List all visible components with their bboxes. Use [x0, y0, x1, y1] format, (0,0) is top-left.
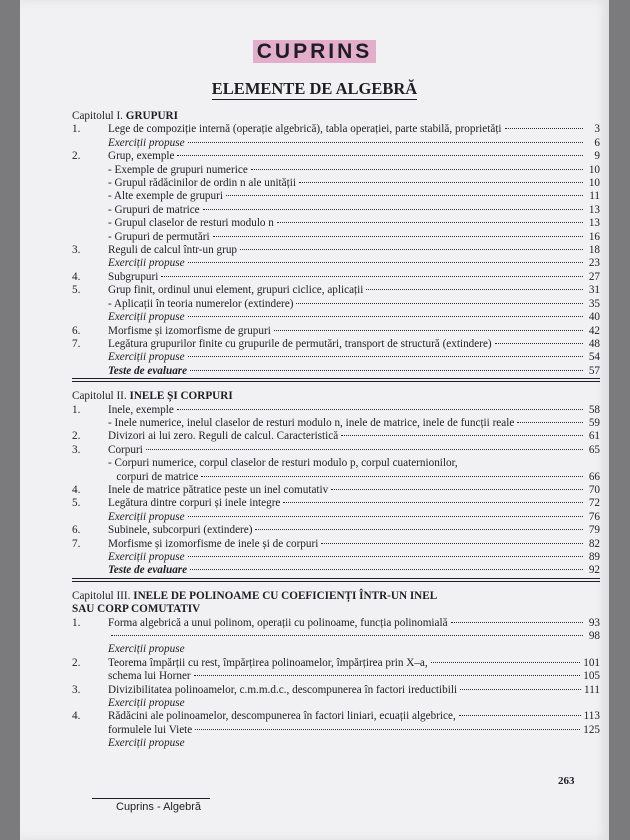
leader-dots	[495, 343, 583, 344]
leader-dots	[321, 543, 583, 544]
entry-page: 48	[588, 337, 600, 350]
entry-page: 40	[588, 311, 600, 324]
entry-number: 5.	[72, 497, 81, 510]
leader-dots	[459, 715, 581, 716]
entry-number: 6.	[72, 324, 81, 337]
chapter-name: INELE ȘI CORPURI	[129, 390, 233, 403]
entry-number: 4.	[72, 270, 81, 283]
entry-title: Divizori ai lui zero. Reguli de calcul. Caracteristică	[108, 430, 339, 443]
leader-dots	[274, 330, 583, 331]
chapter-heading	[72, 390, 600, 403]
leader-dots	[194, 675, 581, 676]
leader-dots	[255, 529, 583, 530]
entry-title: Exerciții propuse	[108, 643, 185, 656]
entry-number: 6.	[72, 524, 81, 537]
entry-page: 72	[588, 497, 600, 510]
entry-title: Grup, exemple	[108, 150, 175, 163]
leader-dots	[213, 236, 583, 237]
toc-entry[interactable]	[72, 284, 600, 297]
entry-title: schema lui Horner	[108, 670, 191, 683]
toc-entry[interactable]	[72, 244, 600, 257]
toc-entry[interactable]	[72, 190, 600, 203]
entry-page: 82	[588, 537, 600, 550]
toc-entry[interactable]	[72, 457, 600, 470]
page-title: CUPRINS	[20, 40, 609, 64]
entry-number: 2.	[72, 430, 81, 443]
leader-dots	[161, 276, 583, 277]
entry-number: 7.	[72, 537, 81, 550]
entry-title: Exerciții propuse	[108, 697, 185, 710]
entry-page: 10	[588, 177, 600, 190]
entry-page: 79	[588, 524, 600, 537]
entry-title: Morfisme și izomorfisme de grupuri	[108, 324, 271, 337]
leader-dots	[188, 516, 583, 517]
entry-title: Teste de evaluare	[108, 364, 188, 377]
chapter-prefix: Capitolul I.	[72, 110, 126, 122]
chapter-separator	[72, 381, 600, 382]
leader-dots	[505, 128, 583, 129]
chapter-name: GRUPURI	[125, 110, 178, 122]
entry-title: - Inele numerice, inelul claselor de resturi modulo n, inele de matrice, inele de funcții reale	[108, 416, 515, 429]
entry-title: Forma algebrică a unui polinom, operații cu polinoame, funcția polinomială	[108, 616, 448, 629]
entry-page: 3	[594, 123, 600, 136]
chapter-name-continued: SAU CORP COMUTATIV	[72, 603, 201, 616]
entry-title: - Corpuri numerice, corpul claselor de resturi modulo p, corpul cuaternionilor,	[108, 457, 458, 470]
entry-number: 1.	[72, 403, 81, 416]
toc-entry[interactable]	[72, 697, 600, 710]
toc-entry[interactable]	[72, 417, 600, 430]
entry-page: 105	[583, 670, 600, 683]
entry-page: 101	[583, 656, 600, 669]
entry-title: - Aplicații în teoria numerelor (extindere)	[108, 297, 294, 310]
leader-dots	[341, 435, 583, 436]
book-page	[20, 0, 609, 840]
entry-title: - Grupuri de permutări	[108, 230, 210, 243]
entry-title: Legătura dintre corpuri și inele integre	[108, 497, 281, 510]
leader-dots	[111, 635, 583, 636]
toc-entry[interactable]	[72, 710, 600, 723]
entry-number: 3.	[72, 244, 81, 257]
leader-dots	[188, 356, 583, 357]
entry-title: Teorema împărții cu rest, împărțirea polinoamelor, împărțirea prin X–a,	[108, 656, 428, 669]
entry-title: Exerciții propuse	[108, 311, 185, 324]
leader-dots	[190, 569, 583, 570]
leader-dots	[190, 370, 583, 371]
toc-entry[interactable]	[72, 271, 600, 284]
entry-title: - Grupuri de matrice	[108, 203, 200, 216]
footer-rule	[92, 798, 210, 799]
entry-page: 10	[588, 163, 600, 176]
entry-page: 13	[588, 203, 600, 216]
entry-page: 125	[583, 723, 600, 736]
entry-title: Inele, exemple	[108, 403, 174, 416]
toc-entry[interactable]	[72, 123, 600, 136]
toc-entry[interactable]	[72, 657, 600, 670]
entry-page: 92	[588, 564, 600, 577]
leader-dots	[201, 476, 583, 477]
entry-title: - Alte exemple de grupuri	[108, 190, 223, 203]
entry-title: Rădăcini ale polinoamelor, descompunerea în factori liniari, ecuații algebrice,	[108, 710, 456, 723]
entry-page: 23	[588, 257, 600, 270]
entry-page: 57	[588, 364, 600, 377]
toc-entry[interactable]	[72, 177, 600, 190]
leader-dots	[177, 409, 583, 410]
entry-page: 61	[588, 430, 600, 443]
toc-entry[interactable]	[72, 204, 600, 217]
entry-title: Reguli de calcul într-un grup	[108, 244, 238, 257]
toc-entry[interactable]	[72, 404, 600, 417]
entry-page: 13	[588, 217, 600, 230]
chapter-name: INELE DE POLINOAME CU COEFICIENȚI ÎNTR-UN INEL	[133, 589, 438, 602]
leader-dots	[283, 502, 583, 503]
chapter-separator	[72, 581, 600, 582]
entry-page: 111	[584, 683, 600, 696]
entry-title: Subinele, subcorpuri (extindere)	[108, 524, 253, 537]
entry-title: Exerciții propuse	[108, 510, 185, 523]
entry-page: 6	[594, 136, 600, 149]
toc-entry[interactable]	[72, 497, 600, 510]
entry-page: 9	[594, 150, 600, 163]
entry-page: 70	[588, 483, 600, 496]
entry-number: 1.	[72, 123, 81, 136]
entry-title: Legătura grupurilor finite cu grupurile de permutări, transport de structură (extindere)	[108, 337, 492, 350]
leader-dots	[195, 729, 580, 730]
toc-entry[interactable]	[72, 351, 600, 364]
leader-dots	[188, 316, 583, 317]
entry-page: 113	[583, 710, 600, 723]
toc-entry[interactable]	[72, 724, 600, 737]
entry-title: corpuri de matrice	[108, 470, 199, 483]
leader-dots	[451, 622, 583, 623]
toc-entry[interactable]	[72, 365, 600, 379]
entry-title: Corpuri	[108, 443, 143, 456]
toc-entry[interactable]	[72, 325, 600, 338]
entry-page: 35	[588, 297, 600, 310]
entry-title: Subgrupuri	[108, 270, 159, 283]
toc-entry[interactable]	[72, 670, 600, 683]
entry-title: Exerciții propuse	[108, 136, 185, 149]
entry-page: 16	[588, 230, 600, 243]
entry-page: 59	[588, 416, 600, 429]
leader-dots	[366, 289, 583, 290]
entry-number: 5.	[72, 284, 81, 297]
entry-title: Exerciții propuse	[108, 351, 185, 364]
toc-entry[interactable]	[72, 164, 600, 177]
toc-entry[interactable]	[72, 643, 600, 656]
leader-dots	[431, 662, 581, 663]
entry-title: Lege de compoziție internă (operație algebrică), tabla operației, parte stabilă, proprietăți	[108, 123, 502, 136]
entry-page: 93	[588, 616, 600, 629]
entry-page: 54	[588, 351, 600, 364]
leader-dots	[299, 182, 583, 183]
toc-entry[interactable]	[72, 524, 600, 537]
entry-title: - Exemple de grupuri numerice	[108, 163, 248, 176]
chapter-prefix: Capitolul II.	[72, 390, 130, 403]
toc-entry[interactable]	[72, 564, 600, 578]
toc-entry[interactable]	[72, 551, 600, 564]
entry-page: 42	[588, 324, 600, 337]
toc-entry[interactable]	[72, 430, 600, 443]
toc-entry[interactable]	[72, 444, 600, 457]
leader-dots	[240, 249, 583, 250]
page-subtitle: ELEMENTE DE ALGEBRĂ	[211, 79, 418, 98]
entry-page: 11	[589, 190, 600, 203]
entry-title: Morfisme și izomorfisme de inele și de corpuri	[108, 537, 319, 550]
entry-title: Divizibilitatea polinoamelor, c.m.m.d.c., descompunerea în factori ireductibili	[108, 683, 458, 696]
leader-dots	[277, 222, 583, 223]
toc-entry[interactable]	[72, 298, 600, 311]
entry-page: 65	[588, 443, 600, 456]
entry-title: formulele lui Viete	[108, 723, 193, 736]
toc-entry[interactable]	[72, 338, 600, 351]
entry-page: 89	[588, 551, 600, 563]
entry-page: 98	[588, 630, 600, 643]
table-of-contents	[72, 108, 600, 751]
entry-title: Grup finit, ordinul unui element, grupuri ciclice, aplicații	[108, 284, 364, 297]
leader-dots	[177, 155, 583, 156]
entry-number: 3.	[72, 443, 81, 456]
entry-page: 66	[588, 470, 600, 483]
entry-number: 4.	[72, 483, 81, 496]
chapter-prefix: Capitolul III.	[72, 589, 134, 602]
chapter-heading	[72, 590, 600, 603]
entry-number: 1.	[72, 616, 81, 629]
entry-page: 31	[588, 284, 600, 297]
toc-entry[interactable]	[72, 737, 600, 750]
leader-dots	[146, 449, 583, 450]
toc-entry[interactable]	[72, 630, 600, 643]
toc-entry[interactable]	[72, 471, 600, 484]
entry-page: 27	[588, 270, 600, 283]
entry-number: 7.	[72, 337, 81, 350]
leader-dots	[188, 142, 583, 143]
leader-dots	[188, 262, 583, 263]
entry-title: Exerciții propuse	[108, 257, 185, 270]
leader-dots	[460, 689, 581, 690]
toc-entry[interactable]	[72, 538, 600, 551]
entry-title: - Grupul rădăcinilor de ordin n ale unității	[108, 177, 296, 190]
entry-title: Exerciții propuse	[108, 737, 185, 750]
leader-dots	[331, 489, 583, 490]
page-number: 263	[558, 775, 575, 787]
entry-number: 3.	[72, 683, 81, 696]
entry-page: 18	[588, 244, 600, 257]
toc-entry[interactable]	[72, 231, 600, 244]
leader-dots	[188, 556, 583, 557]
entry-title: Teste de evaluare	[108, 564, 188, 577]
toc-entry[interactable]	[72, 484, 600, 497]
toc-entry[interactable]	[72, 511, 600, 524]
toc-entry[interactable]	[72, 217, 600, 230]
entry-number: 2.	[72, 150, 81, 163]
footer-text: Cuprins - Algebră	[116, 801, 201, 813]
leader-dots	[251, 169, 583, 170]
entry-page: 76	[588, 510, 600, 523]
entry-title: Inele de matrice pătratice peste un inel comutativ	[108, 483, 329, 496]
toc-entry[interactable]	[72, 617, 600, 630]
entry-title: Exerciții propuse	[108, 551, 185, 563]
entry-title: - Grupul claselor de resturi modulo n	[108, 217, 274, 230]
leader-dots	[226, 195, 583, 196]
leader-dots	[296, 303, 583, 304]
leader-dots	[203, 209, 583, 210]
leader-dots	[517, 422, 583, 423]
toc-entry[interactable]	[72, 311, 600, 324]
toc-entry[interactable]	[72, 684, 600, 697]
toc-entry[interactable]	[72, 137, 600, 150]
toc-entry[interactable]	[72, 150, 600, 163]
chapter-heading	[72, 110, 600, 123]
entry-page: 58	[588, 403, 600, 416]
toc-entry[interactable]	[72, 257, 600, 270]
entry-number: 4.	[72, 710, 81, 723]
entry-number: 2.	[72, 656, 81, 669]
